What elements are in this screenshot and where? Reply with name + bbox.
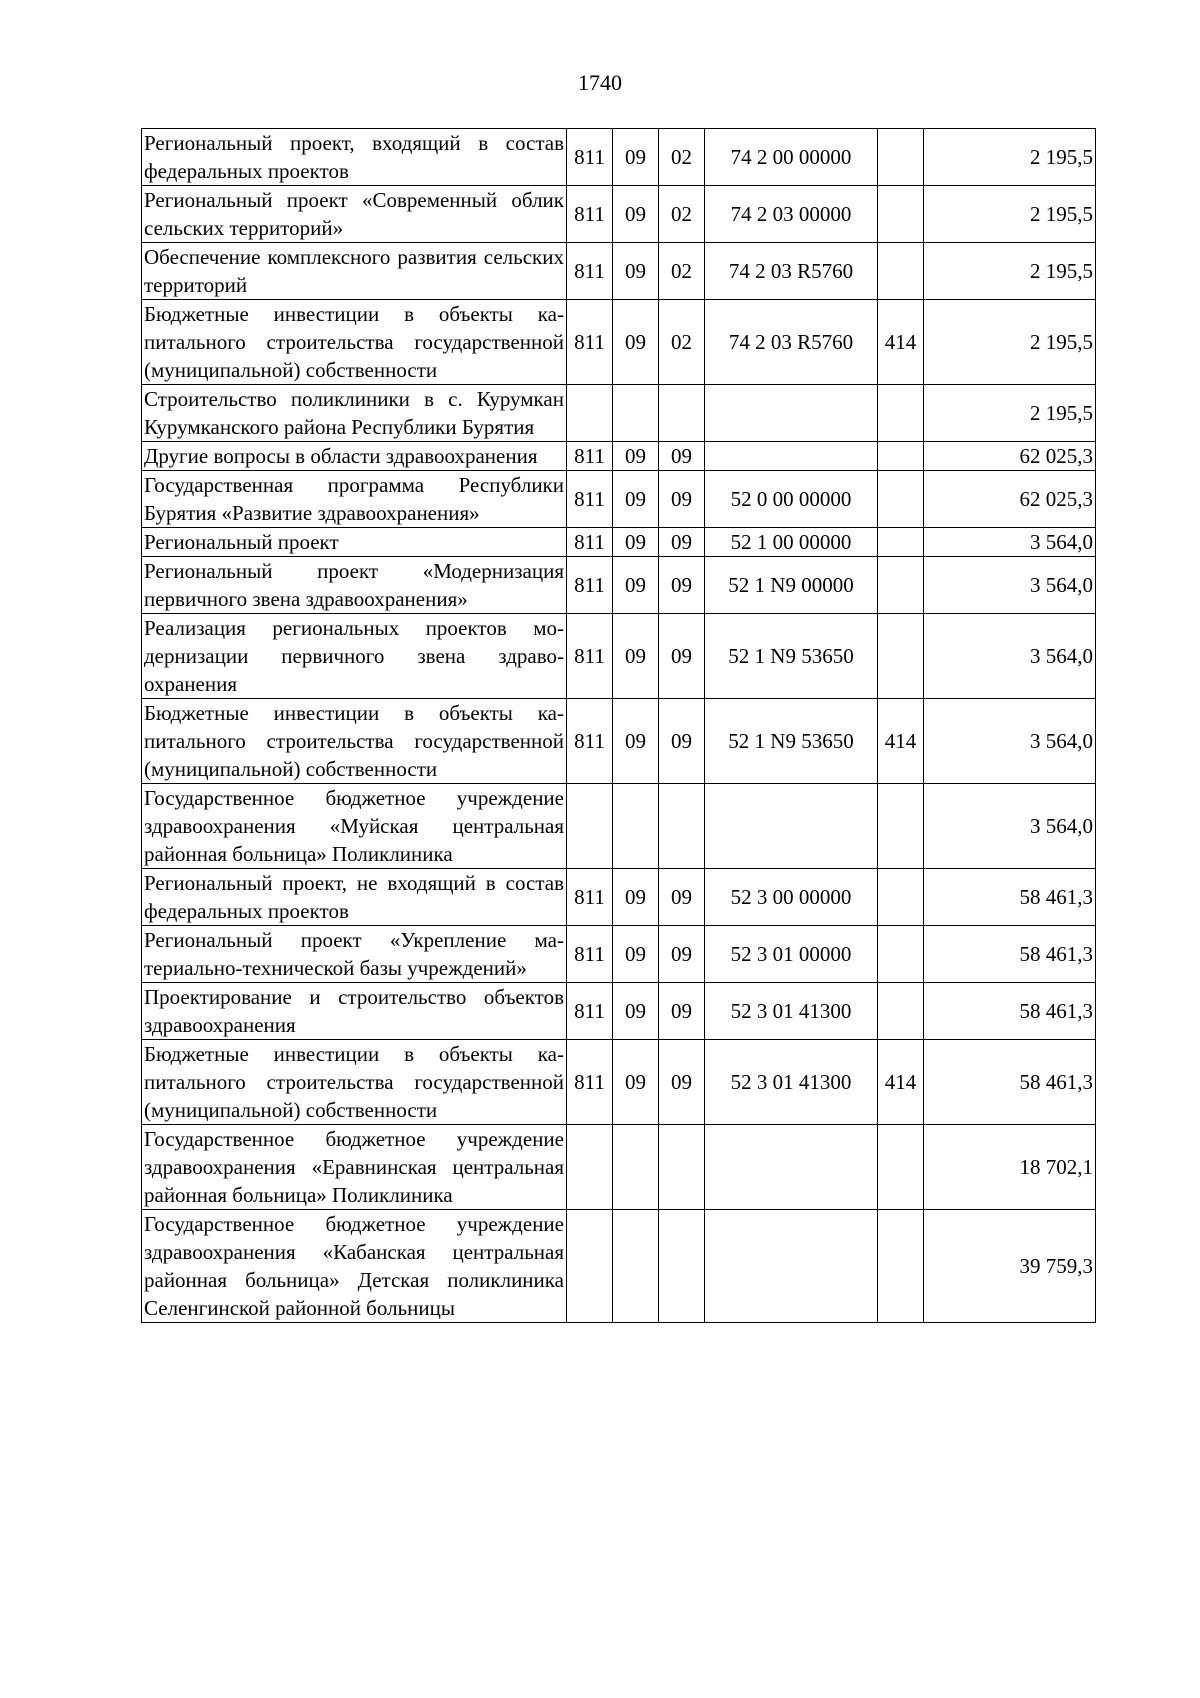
target-article-cell: 52 0 00 00000: [705, 471, 878, 528]
section-code-cell: 09: [613, 442, 659, 471]
item-name-cell: Региональный проект: [142, 528, 567, 557]
table-row: [142, 983, 1096, 1040]
ministry-code-cell: 811: [567, 983, 613, 1040]
expense-type-cell: [878, 926, 924, 983]
amount-cell: 3 564,0: [924, 614, 1096, 699]
expense-type-cell: [878, 1210, 924, 1323]
target-article-cell: [705, 1210, 878, 1323]
target-article-cell: 52 1 N9 53650: [705, 614, 878, 699]
ministry-code-cell: [567, 1210, 613, 1323]
ministry-code-cell: 811: [567, 186, 613, 243]
expense-type-cell: [878, 614, 924, 699]
item-name-cell: Государственная программа Республики Бурятия «Развитие здравоохранения»: [142, 471, 567, 528]
item-name-cell: Проектирование и строительство объектов здравоохранения: [142, 983, 567, 1040]
target-article-cell: 74 2 03 00000: [705, 186, 878, 243]
target-article-cell: 74 2 03 R5760: [705, 300, 878, 385]
ministry-code-cell: 811: [567, 926, 613, 983]
table-row: [142, 699, 1096, 784]
table-row: [142, 442, 1096, 471]
amount-cell: 2 195,5: [924, 385, 1096, 442]
table-row: [142, 784, 1096, 869]
expense-type-cell: 414: [878, 1040, 924, 1125]
section-code-cell: 09: [613, 1040, 659, 1125]
item-name-cell: Другие вопросы в области здравоохранения: [142, 442, 567, 471]
expense-type-cell: [878, 557, 924, 614]
amount-cell: 2 195,5: [924, 186, 1096, 243]
section-code-cell: 09: [613, 614, 659, 699]
amount-cell: 39 759,3: [924, 1210, 1096, 1323]
item-name-cell: Региональный проект, не входящий в состав федеральных проектов: [142, 869, 567, 926]
subsection-code-cell: [659, 1210, 705, 1323]
table-row: [142, 1040, 1096, 1125]
section-code-cell: [613, 1210, 659, 1323]
subsection-code-cell: 09: [659, 926, 705, 983]
item-name-cell: Бюджетные инвестиции в объекты капитального строительства государственной (муниципальной) собственности: [142, 1040, 567, 1125]
target-article-cell: 74 2 00 00000: [705, 129, 878, 186]
table-row: [142, 614, 1096, 699]
ministry-code-cell: 811: [567, 614, 613, 699]
table-body: [142, 129, 1096, 1323]
target-article-cell: [705, 784, 878, 869]
section-code-cell: 09: [613, 699, 659, 784]
target-article-cell: [705, 385, 878, 442]
page-number: 1740: [578, 70, 622, 95]
ministry-code-cell: 811: [567, 471, 613, 528]
expense-type-cell: [878, 385, 924, 442]
section-code-cell: 09: [613, 471, 659, 528]
ministry-code-cell: 811: [567, 129, 613, 186]
expense-type-cell: [878, 784, 924, 869]
item-name-cell: Региональный проект «Современный облик сельских территорий»: [142, 186, 567, 243]
table-row: [142, 869, 1096, 926]
ministry-code-cell: [567, 1125, 613, 1210]
item-name-cell: Государственное бюджетное учреждение здравоохранения «Кабанская центральная районная больница» Детская поликлиника Селенгинской районной больницы: [142, 1210, 567, 1323]
section-code-cell: [613, 385, 659, 442]
subsection-code-cell: 09: [659, 1040, 705, 1125]
expense-type-cell: 414: [878, 300, 924, 385]
target-article-cell: 52 3 00 00000: [705, 869, 878, 926]
amount-cell: 58 461,3: [924, 983, 1096, 1040]
item-name-cell: Региональный проект «Модернизация первичного звена здравоохранения»: [142, 557, 567, 614]
table-row: [142, 1210, 1096, 1323]
target-article-cell: 52 3 01 41300: [705, 983, 878, 1040]
table-row: [142, 385, 1096, 442]
section-code-cell: 09: [613, 557, 659, 614]
item-name-cell: Бюджетные инвестиции в объекты капитального строительства государственной (муниципальной) собственности: [142, 300, 567, 385]
subsection-code-cell: 09: [659, 869, 705, 926]
subsection-code-cell: 09: [659, 614, 705, 699]
amount-cell: 3 564,0: [924, 557, 1096, 614]
ministry-code-cell: 811: [567, 243, 613, 300]
table-row: [142, 471, 1096, 528]
ministry-code-cell: 811: [567, 300, 613, 385]
target-article-cell: 52 1 N9 53650: [705, 699, 878, 784]
section-code-cell: 09: [613, 243, 659, 300]
subsection-code-cell: 02: [659, 186, 705, 243]
expense-type-cell: [878, 983, 924, 1040]
expense-type-cell: [878, 1125, 924, 1210]
subsection-code-cell: [659, 784, 705, 869]
table-row: [142, 300, 1096, 385]
amount-cell: 3 564,0: [924, 784, 1096, 869]
expense-type-cell: [878, 471, 924, 528]
item-name-cell: Региональный проект, входящий в состав федеральных проектов: [142, 129, 567, 186]
table-row: [142, 186, 1096, 243]
section-code-cell: 09: [613, 926, 659, 983]
amount-cell: 62 025,3: [924, 442, 1096, 471]
ministry-code-cell: 811: [567, 557, 613, 614]
ministry-code-cell: [567, 385, 613, 442]
table-row: [142, 926, 1096, 983]
subsection-code-cell: 09: [659, 528, 705, 557]
item-name-cell: Государственное бюджетное учреждение здравоохранения «Еравнинская центральная районная больница» Поликлиника: [142, 1125, 567, 1210]
target-article-cell: [705, 442, 878, 471]
section-code-cell: 09: [613, 186, 659, 243]
subsection-code-cell: 09: [659, 442, 705, 471]
section-code-cell: [613, 1125, 659, 1210]
ministry-code-cell: 811: [567, 442, 613, 471]
subsection-code-cell: 02: [659, 300, 705, 385]
amount-cell: 58 461,3: [924, 926, 1096, 983]
section-code-cell: 09: [613, 129, 659, 186]
target-article-cell: 52 1 N9 00000: [705, 557, 878, 614]
expense-type-cell: 414: [878, 699, 924, 784]
ministry-code-cell: 811: [567, 699, 613, 784]
ministry-code-cell: 811: [567, 528, 613, 557]
budget-table: [141, 128, 1096, 1323]
subsection-code-cell: 09: [659, 471, 705, 528]
subsection-code-cell: [659, 1125, 705, 1210]
subsection-code-cell: 02: [659, 243, 705, 300]
amount-cell: 2 195,5: [924, 129, 1096, 186]
table-row: [142, 1125, 1096, 1210]
subsection-code-cell: 09: [659, 983, 705, 1040]
expense-type-cell: [878, 869, 924, 926]
ministry-code-cell: [567, 784, 613, 869]
amount-cell: 58 461,3: [924, 869, 1096, 926]
section-code-cell: 09: [613, 869, 659, 926]
expense-type-cell: [878, 442, 924, 471]
subsection-code-cell: 09: [659, 699, 705, 784]
ministry-code-cell: 811: [567, 1040, 613, 1125]
amount-cell: 3 564,0: [924, 528, 1096, 557]
table-row: [142, 243, 1096, 300]
subsection-code-cell: 02: [659, 129, 705, 186]
item-name-cell: Обеспечение комплексного развития сельских территорий: [142, 243, 567, 300]
amount-cell: 58 461,3: [924, 1040, 1096, 1125]
target-article-cell: 52 1 00 00000: [705, 528, 878, 557]
target-article-cell: 52 3 01 00000: [705, 926, 878, 983]
target-article-cell: 74 2 03 R5760: [705, 243, 878, 300]
target-article-cell: 52 3 01 41300: [705, 1040, 878, 1125]
amount-cell: 3 564,0: [924, 699, 1096, 784]
table-row: [142, 528, 1096, 557]
table-row: [142, 129, 1096, 186]
expense-type-cell: [878, 186, 924, 243]
expense-type-cell: [878, 528, 924, 557]
amount-cell: 2 195,5: [924, 300, 1096, 385]
item-name-cell: Государственное бюджетное учреждение здравоохранения «Муйская центральная районная больница» Поликлиника: [142, 784, 567, 869]
expense-type-cell: [878, 243, 924, 300]
section-code-cell: 09: [613, 983, 659, 1040]
target-article-cell: [705, 1125, 878, 1210]
section-code-cell: 09: [613, 528, 659, 557]
subsection-code-cell: 09: [659, 557, 705, 614]
item-name-cell: Реализация региональных проектов модернизации первичного звена здравоохранения: [142, 614, 567, 699]
item-name-cell: Региональный проект «Укрепление материально-технической базы учреждений»: [142, 926, 567, 983]
expense-type-cell: [878, 129, 924, 186]
subsection-code-cell: [659, 385, 705, 442]
amount-cell: 62 025,3: [924, 471, 1096, 528]
section-code-cell: [613, 784, 659, 869]
ministry-code-cell: 811: [567, 869, 613, 926]
table-row: [142, 557, 1096, 614]
item-name-cell: Бюджетные инвестиции в объекты капитального строительства государственной (муниципальной) собственности: [142, 699, 567, 784]
item-name-cell: Строительство поликлиники в с. Курумкан Курумканского района Республики Бурятия: [142, 385, 567, 442]
section-code-cell: 09: [613, 300, 659, 385]
amount-cell: 18 702,1: [924, 1125, 1096, 1210]
amount-cell: 2 195,5: [924, 243, 1096, 300]
